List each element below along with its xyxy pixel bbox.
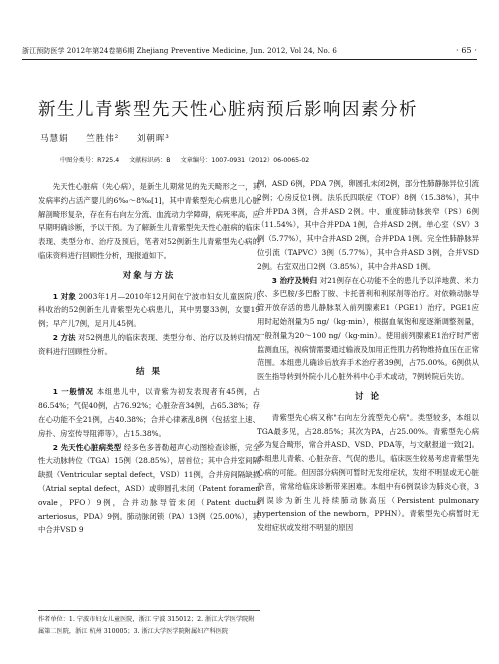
paragraph: 经多色多普勒超声心动图检查诊断，完全性大动脉转位（TGA）15例（28.85%），居首位；其中合并室间隔缺损（Ventricular septal defect，VSD）11例，合并房间隔缺损（Atrial septal defect，ASD）或卵圆孔未闭（Patent foramen ovale，PFO）9例，合并动脉导管未闭（Patent ductus arteriosus，PDA）9例。肺动脉闭锁（PA）13例（25.00%），其中合并VSD 9 xyxy=(38,442,260,535)
page-number: · 65 · xyxy=(456,46,477,55)
paragraph: 对52例患儿的临床表现、类型分布、治疗以及转归情况资料进行回顾性分析。 xyxy=(38,332,260,356)
author-list xyxy=(40,132,184,144)
article-title: 新生儿青紫型先天性心脏病预后影响因素分析 xyxy=(38,100,418,120)
subheading: 2 先天性心脏病类型 xyxy=(52,442,122,452)
section-heading-discussion: 讨 论 xyxy=(355,391,381,402)
clc-number: 中图分类号：R725.4 xyxy=(60,157,120,164)
subheading: 1 对象 xyxy=(52,291,76,301)
paragraph: 例，ASD 6例，PDA 7例，卵圆孔未闭2例，部分性肺静脉异位引流2例；心房反位1例。法乐氏四联症（TOF）8例（15.38%），其中合并PDA 3例，合并ASD 2例。中、重度肺动脉狭窄（PS）6例（11.54%），其中合并PDA 1例，合并ASD 2例。单心室（SV）3例（5.77%），其中合并ASD 2例，合并PDA 1例。完全性肺静脉异位引流（TAPVC）3例（5.77%），其中合并ASD 3例，合并VSD 2例。右室双出口2例（3.85%），其中合并ASD 1例。 xyxy=(257,179,479,271)
subheading: 1 一般情况 xyxy=(52,387,94,397)
author-affiliation-footnote: 作者单位：1. 宁波市妇女儿童医院，浙江 宁波 315012；2. 浙江大学医学院附属第二医院，浙江 杭州 310005；3. 浙江大学医学院附属妇产科医院 xyxy=(38,610,260,637)
document-code: 文献标识码：B xyxy=(129,157,171,164)
paragraph: 对21例存在心功能不全的患儿予以洋地黄、米力农、多巴胺/多巴酚丁胺、卡托普利和利尿剂等治疗。对依赖动脉导管开放存活的患儿静脉泵入前列腺素E1（PGE1）治疗。PGE1应用时起始剂量为5 ng/（kg·min），根据血氧饱和度逐渐调整剂量，一般剂量为20～100 ng/（kg·min）。使用前列腺素E1治疗时严密监测血压，视病情需要通过输液及加用正性肌力药物维持血压在正常范围。本组患儿确诊后放弃手术治疗者39例，占75.00%。6例供从医生指导转到外院小儿心脏外科中心手术或动，7例转院后失访。 xyxy=(257,275,479,382)
paragraph: 青紫型先心病又称"右向左分流型先心病"。类型较多，本组以TGA最多见，占28.85%；其次为PA，占25.00%。青紫型先心病多为复合畸形，常合并ASD、VSD、PDA等，与文献报道一致[2]。本组患儿青紫、心脏杂音、气促的患儿，临床医生较易考虑青紫型先心病的可能。但因部分病例可暂时无发绀症状，发绀不明显或无心脏杂音，常常给临床诊断带来困难。本组中有6例误诊为肺炎心衰，3例误诊为新生儿持续肺动脉高压（Persistent pulmonary hypertension of the newborn，PPHN）。青紫型先心病暂时无发绀症状或发绀不明显的原因 xyxy=(257,412,479,533)
paragraph: 本组患儿中，以青紫为初发表现者有45例，占86.54%；气促40例，占76.92%；心脏杂音34例，占65.38%；存在心功能不全21例，占40.38%；合并心律紊乱8例（包括室上速、房扑、房室传导阻滞等），占15.38%。 xyxy=(38,387,260,438)
classification-line xyxy=(60,155,317,164)
left-column xyxy=(38,180,260,537)
journal-line: 浙江预防医学 2012年第24卷第6期 Zhejiang Preventive Medicine, Jun. 2012, Vol 24, No. 6 xyxy=(22,47,337,55)
author-name: 马慧娟 xyxy=(40,134,69,144)
author-name: 竺胜伟² xyxy=(86,134,120,144)
author-name: 刘朝晖³ xyxy=(136,134,170,144)
article-number: 文章编号：1007-0931（2012）06-0065-02 xyxy=(180,157,310,164)
running-header xyxy=(22,46,477,60)
section-heading-methods: 对象与方法 xyxy=(122,270,176,281)
section-heading-results: 结 果 xyxy=(136,366,162,377)
right-column xyxy=(257,177,479,535)
subheading: 3 治疗及转归 xyxy=(271,275,318,285)
paragraph: 2003年1月—2010年12月间在宁波市妇女儿童医院儿科收治的52例新生儿青紫型先心病患儿，其中男婴33例，女婴19例；早产儿7例，足月儿45例。 xyxy=(38,291,261,329)
intro-paragraph: 先天性心脏病（先心病），是新生儿期常见的先天畸形之一，其发病率约占活产婴儿的6‰～8‰[1]，其中青紫型先心病患儿心脏解剖畸形复杂，存在有右向左分流、血流动力学障碍，病死率高，应早期明确诊断，予以干预。为了解新生儿青紫型先天性心脏病的临床表现、类型分布、治疗及预后，笔者对52例新生儿青紫型先心病的临床资料进行回顾性分析，现报道如下。 xyxy=(38,182,260,260)
subheading: 2 方法 xyxy=(52,332,76,342)
